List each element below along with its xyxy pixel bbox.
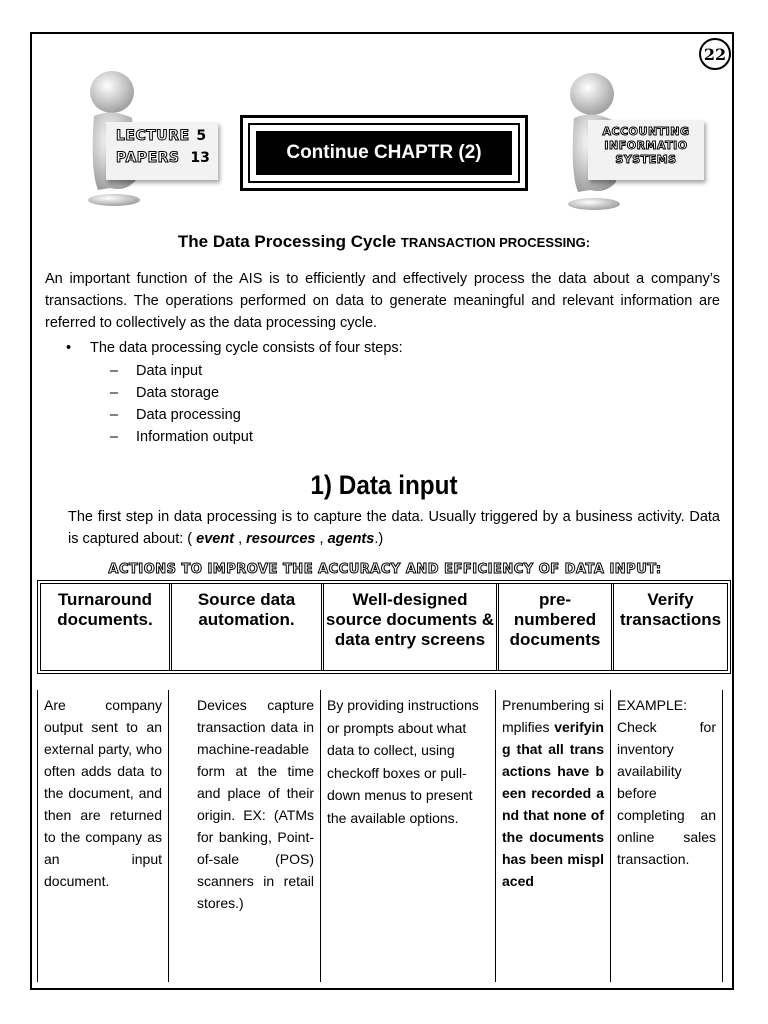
section-heading-sub: TRANSACTION PROCESSING:	[400, 235, 591, 250]
steps-list	[110, 360, 253, 448]
chapter-title-box	[240, 115, 528, 191]
body-turnaround: Are company output sent to an external party, who often adds data to the document, and then are returned to the company as an input document.	[37, 690, 168, 982]
body-verify: EXAMPLE: Check for inventory availability before completing an online sales transaction.	[610, 690, 723, 982]
lecture-sign	[106, 122, 218, 180]
header-turnaround: Turnaround documents.	[41, 584, 172, 670]
list-item: – Data input	[110, 360, 253, 382]
steps-bullet: • The data processing cycle consists of four steps:	[66, 340, 403, 356]
ais-sign-line3: SYSTEMS	[615, 153, 677, 166]
lecture-value: 5	[196, 128, 207, 144]
section-heading	[0, 232, 768, 252]
header-source-data: Source data automation.	[172, 584, 324, 670]
actions-heading: ACTIONS TO IMPROVE THE ACCURACY AND EFFICIENCY OF DATA INPUT:	[108, 562, 662, 577]
steps-bullet-text: The data processing cycle consists of four steps:	[90, 340, 403, 356]
header-prenumbered: pre-numbered documents	[499, 584, 614, 670]
papers-label: PAPERS	[116, 150, 180, 166]
page-number: 22	[699, 38, 731, 70]
body-well-designed: By providing instructions or prompts about what data to collect, using checkoff boxes or pull-down menus to present the available options.	[320, 690, 495, 982]
header-verify: Verify transactions	[619, 590, 722, 629]
actions-body-row	[37, 690, 731, 982]
data-input-heading: 1) Data input	[310, 470, 458, 500]
list-item: – Data processing	[110, 404, 253, 426]
data-input-paragraph: The first step in data processing is to capture the data. Usually triggered by a business activity. Data is captured about: ( event , resources , agents.)	[68, 509, 720, 547]
ais-sign	[588, 120, 704, 180]
body-source-data: Devices capture transaction data in machine-readable form at the time and place of their origin. EX: (ATMs for banking, Point-of-sale (POS) scanners in retail stores.)	[168, 690, 320, 982]
ais-sign-line1: ACCOUNTING	[602, 125, 690, 138]
list-item: – Data storage	[110, 382, 253, 404]
chapter-title: Continue CHAPTR (2)	[256, 131, 512, 175]
lecture-label: LECTURE	[116, 128, 190, 144]
header-well-designed: Well-designed source documents & data entry screens	[324, 584, 499, 670]
body-prenumbered: Prenumbering simplifies verifying that all transactions have been recorded and that none of the documents has been misplaced	[495, 690, 610, 982]
section-heading-main: The Data Processing Cycle	[177, 232, 397, 251]
list-item: – Information output	[110, 426, 253, 448]
intro-paragraph: An important function of the AIS is to efficiently and effectively process the data about a company’s transactions. The operations performed on data to generate meaningful and relevant information are referred to collectively as the data processing cycle.	[45, 271, 720, 331]
ais-sign-line2: INFORMATIO	[604, 139, 688, 152]
papers-value: 13	[190, 150, 210, 166]
actions-header-row	[37, 580, 731, 674]
